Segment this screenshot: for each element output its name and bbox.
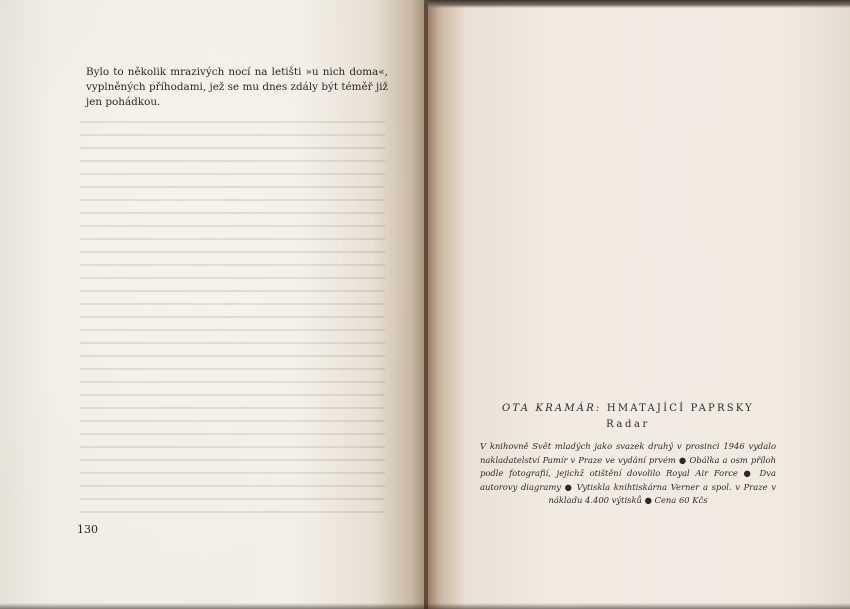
- show-through-text: [80, 112, 385, 517]
- colophon-subtitle: Radar: [606, 419, 650, 430]
- bottom-shadow: [0, 603, 850, 609]
- closing-paragraph: Bylo to několik mrazivých nocí na letišti »u nich doma«, vyplněných příhodami, jež se mu dnes zdály být téměř již jen pohádkou.: [86, 66, 388, 108]
- left-page: [0, 0, 424, 609]
- colophon-heading: [478, 402, 778, 416]
- right-page: [428, 0, 850, 609]
- colophon-author: OTA KRAMÁR:: [502, 403, 602, 414]
- colophon-title: HMATAJÍCÍ PAPRSKY: [606, 403, 754, 414]
- right-page-top-edge: [428, 0, 850, 8]
- colophon: [478, 402, 778, 508]
- colophon-imprint: V knihovně Svět mladých jako svazek druhý v prosinci 1946 vydalo nakladatelství Pamír v Praze ve vydání prvém ● Obálka a osm příloh podle fotografií, jejichž otištění dovolilo Royal Air Force ● Dva autorovy diagramy ● Vytiskla knihtiskárna Verner a spol. v Praze v nákladu 4.400 výtisků ● Cena 60 Kčs: [480, 441, 776, 505]
- page-number: 130: [77, 523, 98, 536]
